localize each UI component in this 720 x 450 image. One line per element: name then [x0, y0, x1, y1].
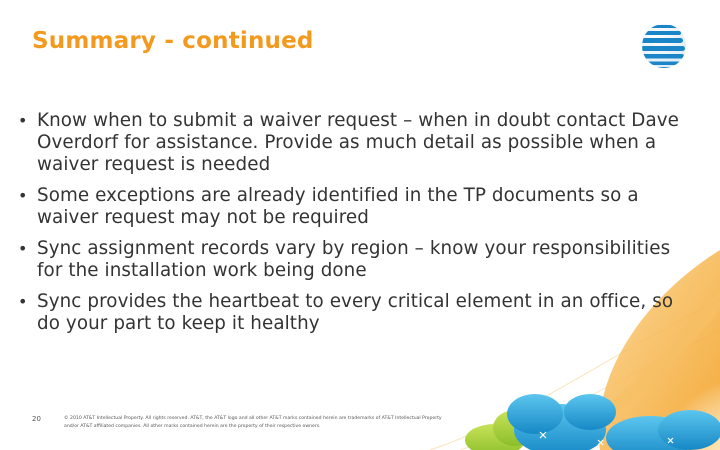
- page-number: 20: [32, 415, 41, 423]
- bullet-item: [18, 185, 698, 229]
- slide-title: Summary - continued: [32, 28, 314, 54]
- bullet-dot-icon: •: [18, 186, 28, 205]
- bullet-dot-icon: •: [18, 292, 28, 311]
- att-globe-logo-icon: [640, 22, 688, 70]
- bullet-list: [18, 110, 698, 344]
- bullet-dot-icon: •: [18, 111, 28, 130]
- bullet-item: [18, 110, 698, 176]
- bullet-text: Sync provides the heartbeat to every critical element in an office, so do your part to keep it healthy: [37, 291, 674, 334]
- bullet-dot-icon: •: [18, 239, 28, 258]
- bullet-text: Some exceptions are already identified in the TP documents so a waiver request may not be required: [37, 185, 639, 228]
- bullet-text: Know when to submit a waiver request – when in doubt contact Dave Overdorf for assistance. Provide as much detail as possible when a waiver request is needed: [37, 110, 680, 175]
- bullet-text: Sync assignment records vary by region – know your responsibilities for the installation work being done: [37, 238, 671, 281]
- bullet-item: [18, 238, 698, 282]
- bullet-item: [18, 291, 698, 335]
- copyright-footer: © 2010 AT&T Intellectual Property. All rights reserved. AT&T, the AT&T logo and all other AT&T marks contained herein are trademarks of AT&T Intellectual Property and/or AT&T affiliated companies. All other marks contained herein are the property of their respective owners.: [64, 416, 442, 429]
